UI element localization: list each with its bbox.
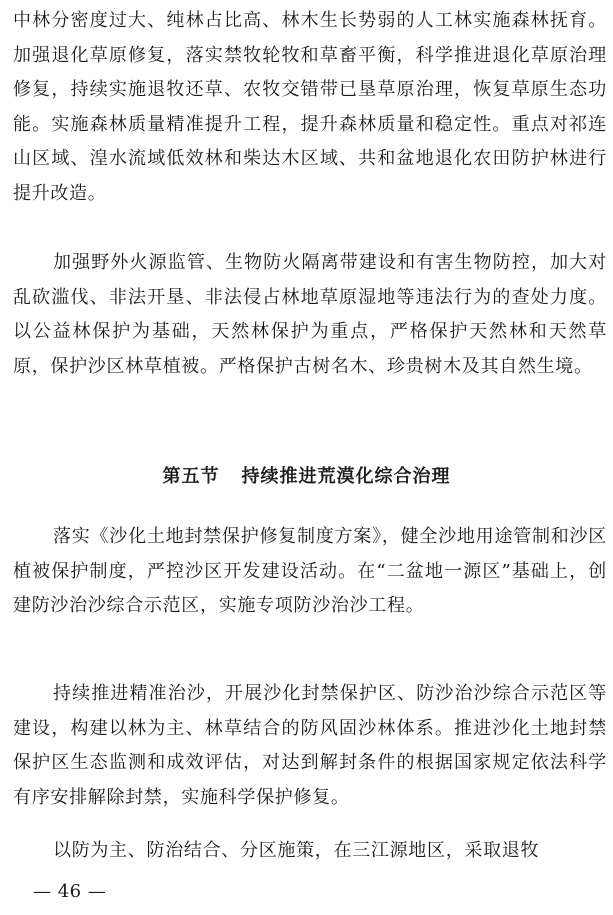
paragraph-fire-and-pest-control: 加强野外火源监管、生物防火隔离带建设和有害生物防控，加大对乱砍滥伐、非法开垦、非法侵占林地草原湿地等违法行为的查处力度。以公益林保护为基础，天然林保护为重点，严格保护天然林和天然草原，保护沙区林草植被。严格保护古树名木、珍贵树木及其自然生境。: [13, 252, 607, 377]
page-number: — 46 —: [33, 881, 107, 902]
section-number: 第五节: [162, 466, 220, 487]
paragraph-desertified-land-closure: 落实《沙化土地封禁保护修复制度方案》，健全沙地用途管制和沙区植被保护制度，严控沙区开发建设活动。在“二盆地一源区”基础上，创建防沙治沙综合示范区，实施专项防沙治沙工程。: [13, 526, 607, 616]
section-title: 持续推进荒漠化综合治理: [241, 466, 451, 487]
section-heading: [0, 464, 613, 490]
paragraph-precise-sand-control: 持续推进精准治沙，开展沙化封禁保护区、防沙治沙综合示范区等建设，构建以林为主、林草结合的防风固沙林体系。推进沙化土地封禁保护区生态监测和成效评估，对达到解封条件的根据国家规定依法科学有序安排解除封禁，实施科学保护修复。: [13, 683, 607, 808]
paragraph-forest-grassland-restoration: 中林分密度过大、纯林占比高、林木生长势弱的人工林实施森林抚育。加强退化草原修复，落实禁牧轮牧和草畜平衡，科学推进退化草原治理修复，持续实施退牧还草、农牧交错带已垦草原治理，恢复草原生态功能。实施森林质量精准提升工程，提升森林质量和稳定性。重点对祁连山区域、湟水流域低效林和柴达木区域、共和盆地退化农田防护林进行提升改造。: [13, 10, 607, 204]
paragraph-prevention-first: 以防为主、防治结合、分区施策，在三江源地区，采取退牧: [53, 840, 540, 861]
